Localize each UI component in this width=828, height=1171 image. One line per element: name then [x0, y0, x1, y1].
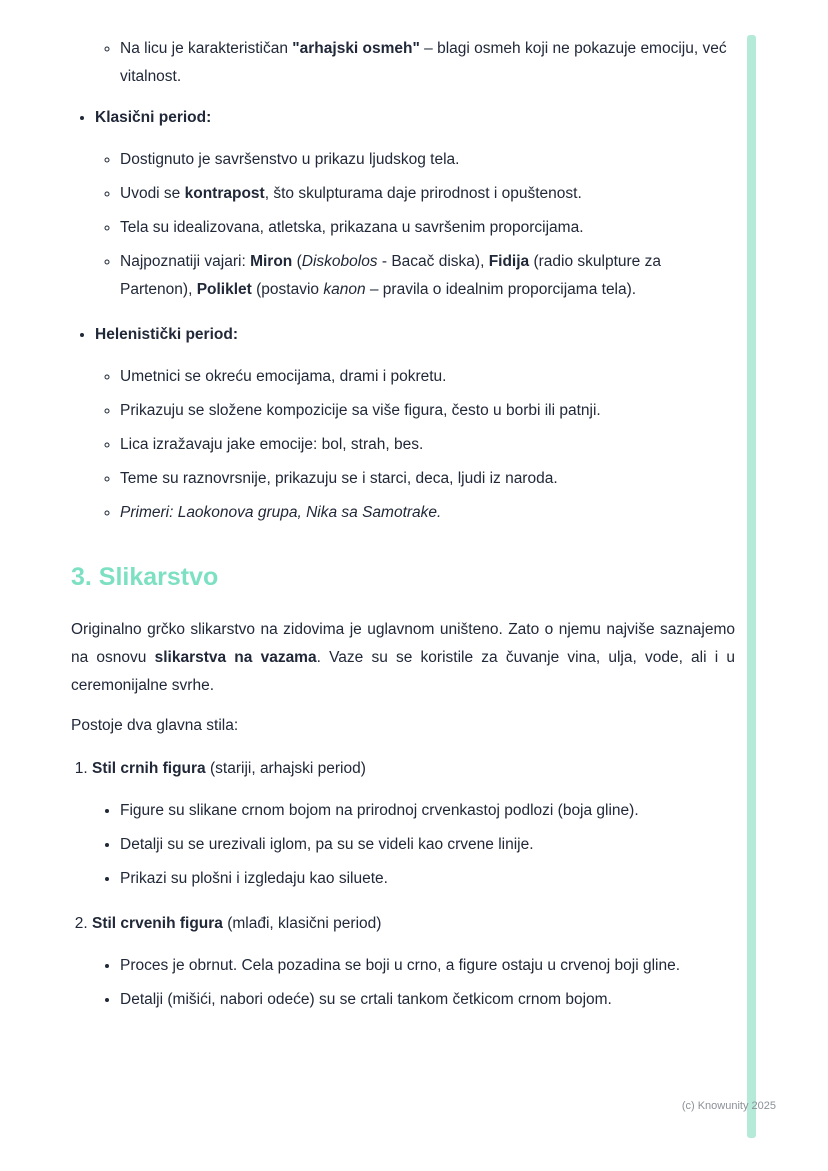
list-item-text: Tela su idealizovana, atletska, prikazana u savršenim proporcijama.: [120, 219, 584, 236]
list-item-text: Najpoznatiji vajari: Miron (Diskobolos - Bacač diska), Fidija (radio skulpture za Partenon), Poliklet (postavio kanon – pravila o idealnim proporcijama tela).: [120, 253, 661, 298]
list-item: [92, 755, 735, 893]
list-item-text: Uvodi se kontrapost, što skulpturama daje prirodnost i opuštenost.: [120, 185, 582, 202]
list-item: [120, 986, 735, 1014]
list-item-text: Na licu je karakterističan "arhajski osmeh" – blagi osmeh koji ne pokazuje emociju, već vitalnost.: [120, 40, 727, 85]
list-item: [120, 465, 735, 493]
arhajski-osmeh-sublist: [71, 35, 735, 91]
list-item: [92, 910, 735, 1014]
sculpture-periods-list: [71, 104, 735, 527]
list-item: [120, 499, 735, 527]
style-title: Stil crvenih figura (mlađi, klasični period): [92, 915, 382, 932]
list-item: [95, 104, 735, 304]
list-item-text: Dostignuto je savršenstvo u prikazu ljudskog tela.: [120, 151, 460, 168]
list-item: [120, 214, 735, 242]
list-item: [120, 248, 735, 304]
section-heading: 3. Slikarstvo: [71, 563, 219, 591]
helenisticki-period-sublist: [95, 363, 735, 527]
paragraph-slikarstvo-intro: Originalno grčko slikarstvo na zidovima je uglavnom uništeno. Zato o njemu najviše saznajemo na osnovu slikarstva na vazama. Vaze su se koristile za čuvanje vina, ulja, vode, ali i u ceremonijalne svrhe.: [71, 621, 735, 694]
list-item: [120, 363, 735, 391]
vase-styles-list: [71, 755, 735, 1014]
paragraph-two-styles: Postoje dva glavna stila:: [71, 717, 239, 734]
period-title: Helenistički period:: [95, 326, 238, 343]
list-item: [95, 321, 735, 527]
klasicni-period-sublist: [95, 146, 735, 304]
list-item: [120, 797, 735, 825]
list-item: [120, 180, 735, 208]
list-item-text: Umetnici se okreću emocijama, drami i pokretu.: [120, 368, 447, 385]
list-item: [120, 397, 735, 425]
page-accent-bar: [747, 35, 756, 1138]
list-item-text: Detalji (mišići, nabori odeće) su se crtali tankom četkicom crnom bojom.: [120, 991, 612, 1008]
list-item-text: Prikazuju se složene kompozicije sa više figura, često u borbi ili patnji.: [120, 402, 601, 419]
list-item: [120, 952, 735, 980]
list-item-text: Detalji su se urezivali iglom, pa su se videli kao crvene linije.: [120, 836, 534, 853]
list-item-text: Lica izražavaju jake emocije: bol, strah, bes.: [120, 436, 424, 453]
style-title: Stil crnih figura (stariji, arhajski period): [92, 760, 366, 777]
list-item: [120, 35, 735, 91]
list-item: [120, 865, 735, 893]
list-item-text: Figure su slikane crnom bojom na prirodnoj crvenkastoj podlozi (boja gline).: [120, 802, 639, 819]
list-item: [120, 431, 735, 459]
list-item-text: Primeri: Laokonova grupa, Nika sa Samotrake.: [120, 504, 442, 521]
period-title: Klasični period:: [95, 109, 212, 126]
stil-crnih-figura-sublist: [92, 797, 735, 893]
list-item-text: Teme su raznovrsnije, prikazuju se i starci, deca, ljudi iz naroda.: [120, 470, 558, 487]
list-item: [120, 146, 735, 174]
document-content: [71, 35, 735, 1031]
copyright-footer: (c) Knowunity 2025: [681, 1100, 776, 1112]
list-item-text: Proces je obrnut. Cela pozadina se boji u crno, a figure ostaju u crvenoj boji gline.: [120, 957, 681, 974]
list-item: [120, 831, 735, 859]
list-item-text: Prikazi su plošni i izgledaju kao siluete.: [120, 870, 388, 887]
stil-crvenih-figura-sublist: [92, 952, 735, 1014]
